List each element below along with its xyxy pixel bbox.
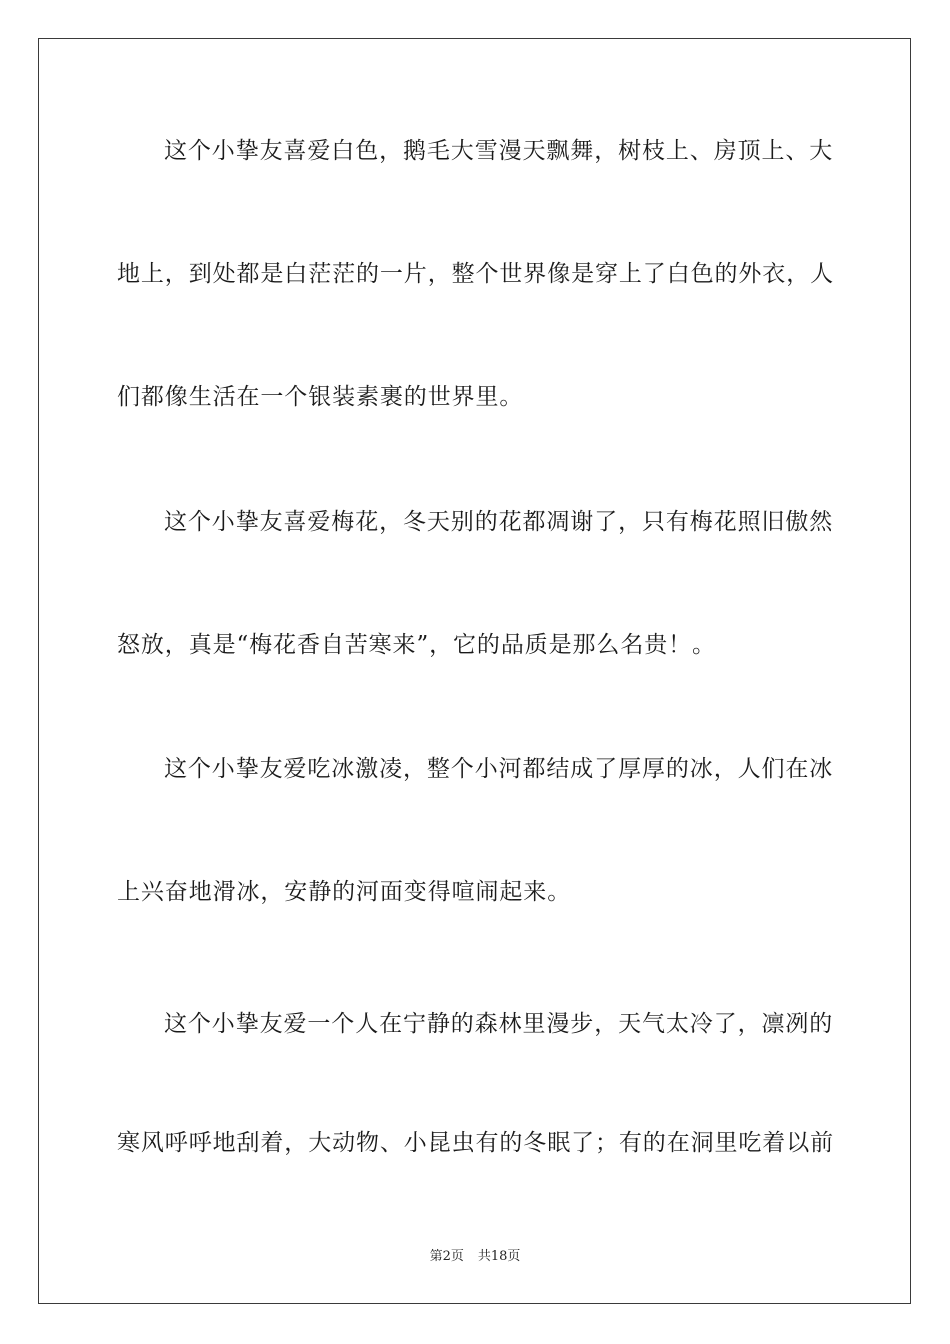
paragraph-2-line-2: 怒放，真是“梅花香自苦寒来”，它的品质是那么名贵！。 bbox=[117, 632, 716, 658]
paragraph-1-line-2: 地上，到处都是白茫茫的一片，整个世界像是穿上了白色的外衣，人 bbox=[117, 261, 834, 287]
page-footer bbox=[0, 1248, 950, 1266]
paragraph-2-line-1: 这个小挚友喜爱梅花，冬天别的花都凋谢了，只有梅花照旧傲然 bbox=[164, 509, 834, 535]
paragraph-1-line-1: 这个小挚友喜爱白色，鹅毛大雪漫天飘舞，树枝上、房顶上、大 bbox=[164, 138, 834, 164]
paragraph-3-line-2: 上兴奋地滑冰，安静的河面变得喧闹起来。 bbox=[117, 879, 572, 905]
page-number: 第2页 bbox=[429, 1249, 464, 1264]
paragraph-4-line-1: 这个小挚友爱一个人在宁静的森林里漫步，天气太冷了，凛冽的 bbox=[164, 1011, 834, 1037]
paragraph-3-line-1: 这个小挚友爱吃冰激凌，整个小河都结成了厚厚的冰，人们在冰 bbox=[164, 756, 834, 782]
page-border bbox=[38, 38, 911, 1304]
paragraph-4-line-2: 寒风呼呼地刮着，大动物、小昆虫有的冬眠了；有的在洞里吃着以前 bbox=[117, 1130, 834, 1156]
total-pages: 共18页 bbox=[477, 1249, 521, 1264]
paragraph-1-line-3: 们都像生活在一个银装素裹的世界里。 bbox=[117, 384, 524, 410]
